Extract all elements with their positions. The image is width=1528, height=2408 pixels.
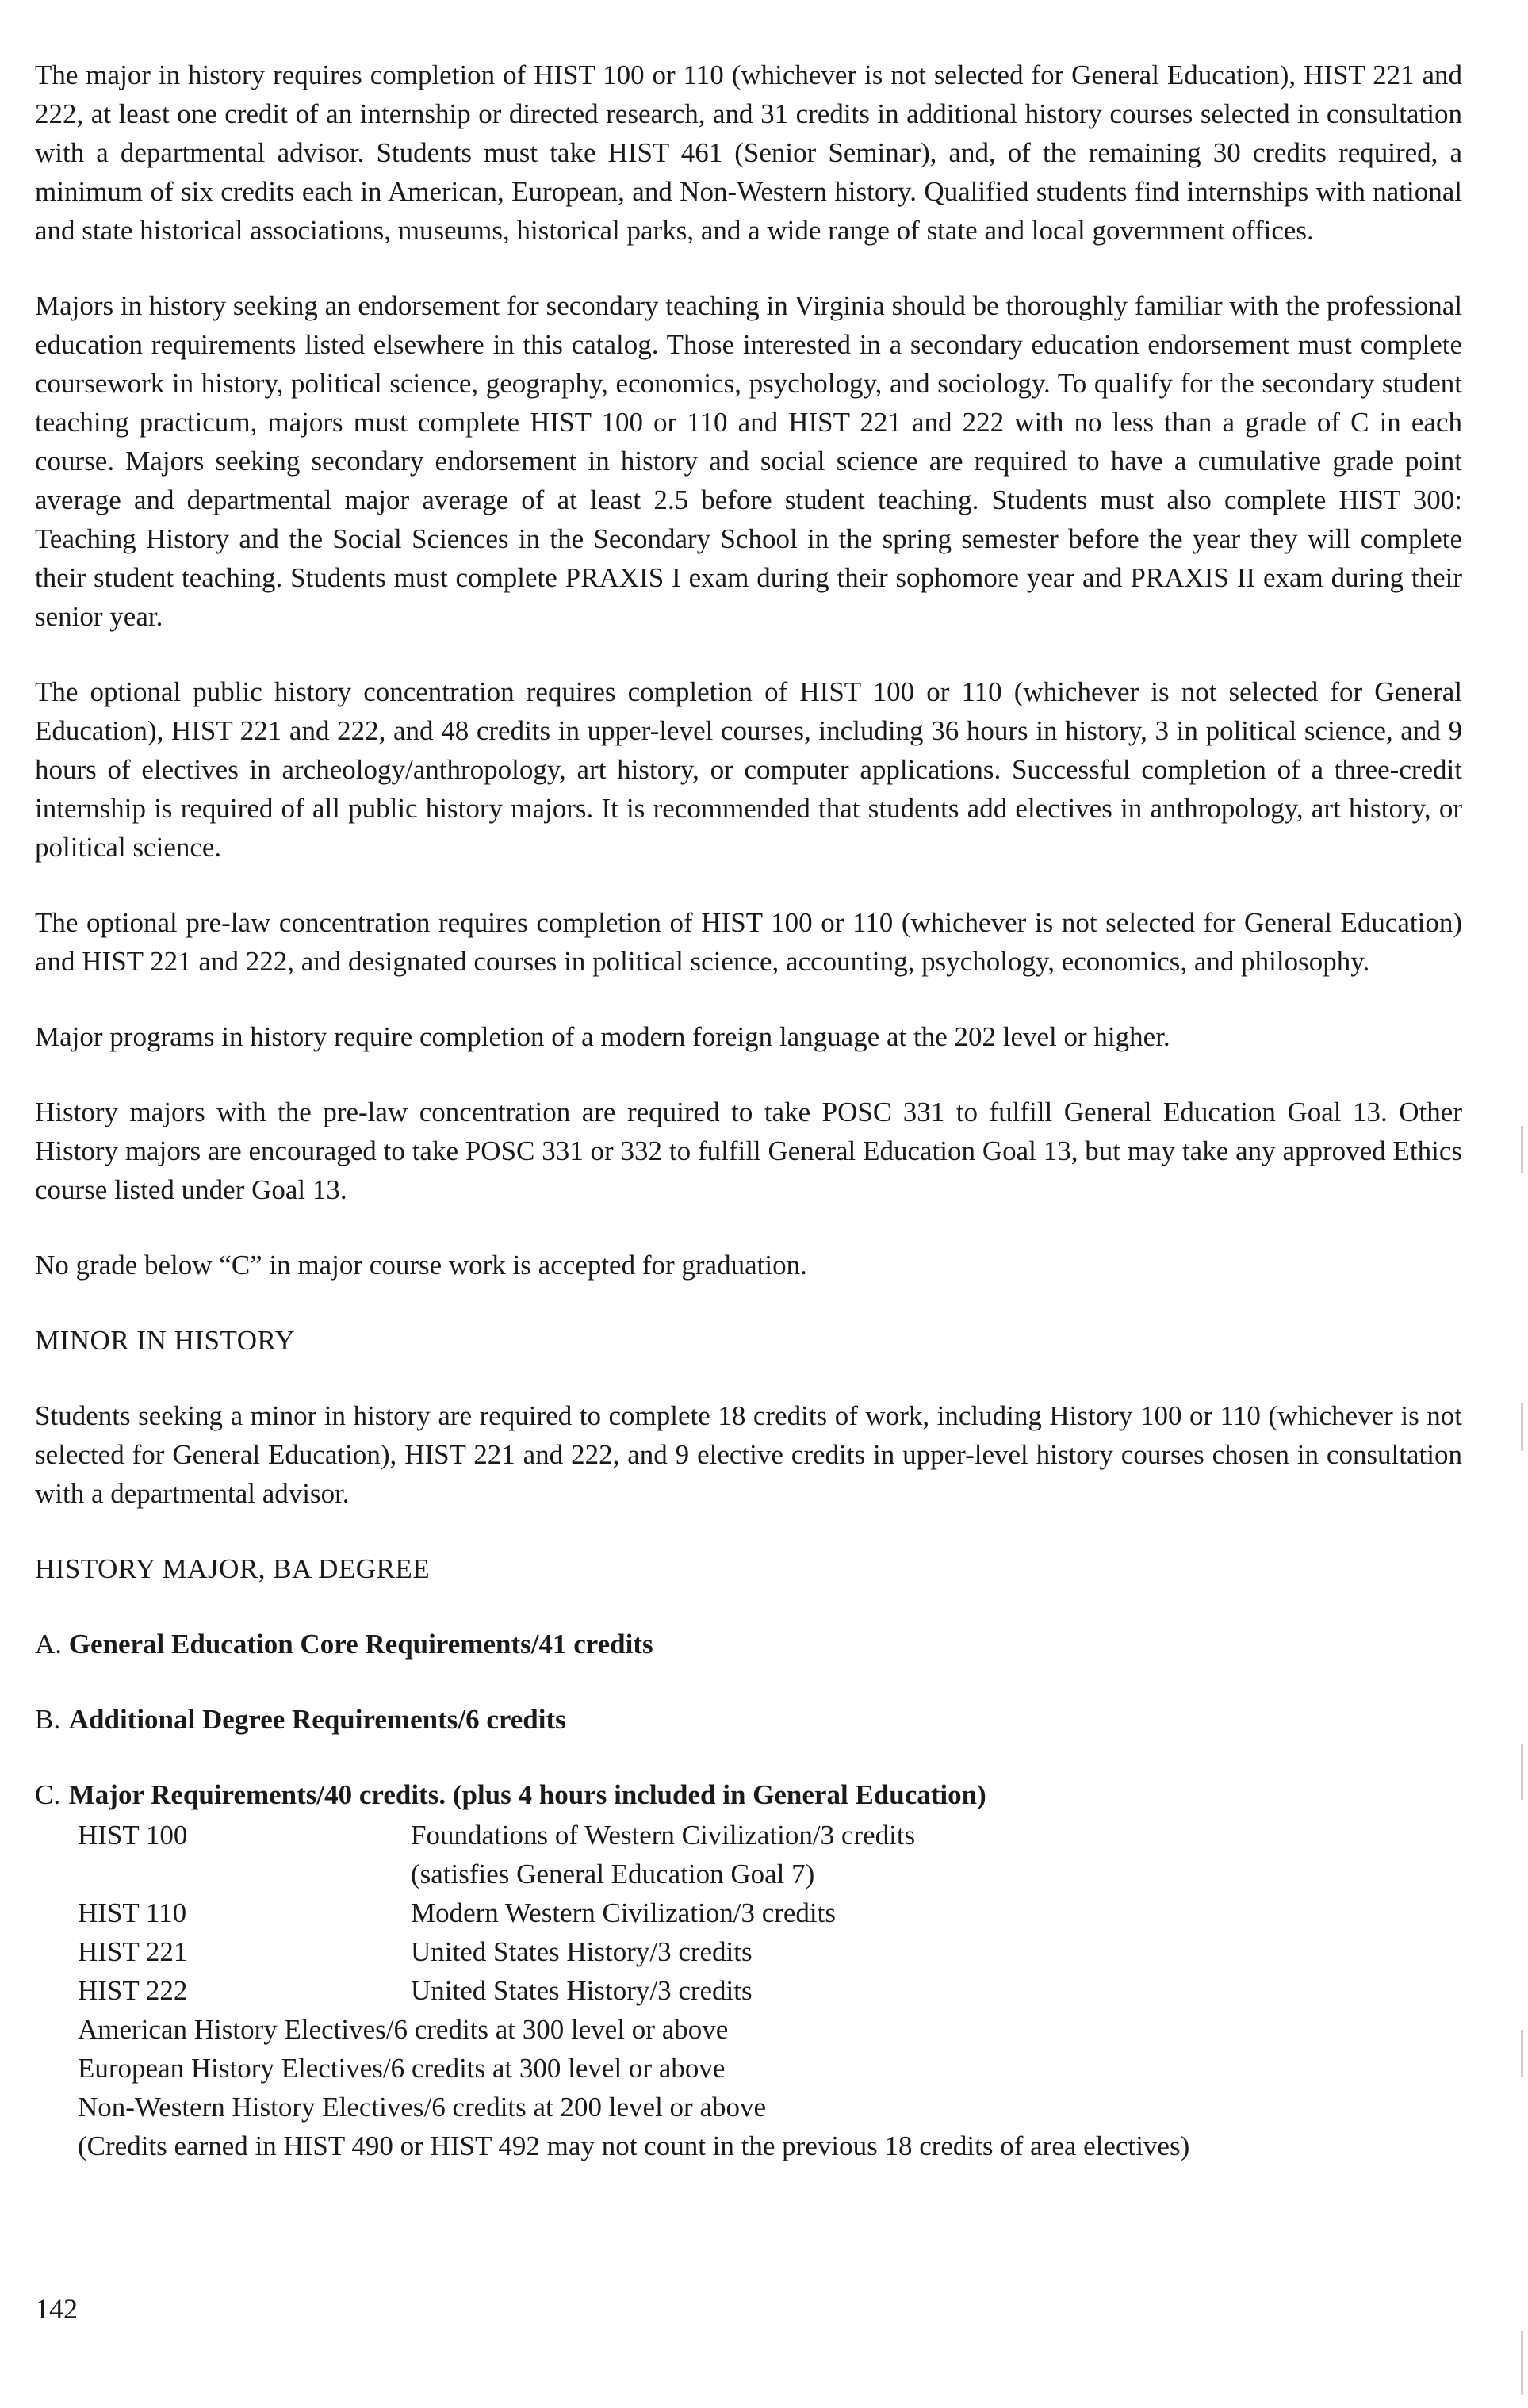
scan-margin-mark [1521, 1744, 1523, 1800]
section-letter: C. [35, 1779, 61, 1810]
course-code: HIST 100 [78, 1820, 188, 1851]
minor-heading: MINOR IN HISTORY [35, 1325, 296, 1356]
paragraph-grade-requirement: No grade below “C” in major course work is accepted for graduation. [35, 1250, 807, 1281]
elective-note: (Credits earned in HIST 490 or HIST 492 may not count in the previous 18 credits of area electives) [78, 2130, 1190, 2161]
paragraph-foreign-language: Major programs in history require completion of a modern foreign language at the 202 level or higher. [35, 1021, 1170, 1052]
section-c [35, 1775, 1462, 1814]
course-code: HIST 221 [78, 1936, 188, 1967]
course-note: (satisfies General Education Goal 7) [411, 1859, 815, 1889]
scan-margin-mark [1521, 2331, 1523, 2395]
paragraph-ethics-goal: History majors with the pre-law concentration are required to take POSC 331 to fulfill General Education Goal 13. Other History majors are encouraged to take POSC 331 or 332 to fulfill General Education Goal 13, but may take any approved Ethics course listed under Goal 13. [35, 1097, 1462, 1205]
minor-text: Students seeking a minor in history are required to complete 18 credits of work, including History 100 or 110 (whichever is not selected for General Education), HIST 221 and 222, and 9 elective credits in upper-level history courses chosen in consultation with a departmental advisor. [35, 1400, 1462, 1509]
paragraph-teaching-endorsement: Majors in history seeking an endorsement for secondary teaching in Virginia should be thoroughly familiar with the professional education requirements listed elsewhere in this catalog. Those interested in a secondary education endorsement must complete coursework in history, political science, geography, economics, psychology, and sociology. To qualify for the secondary student teaching practicum, majors must complete HIST 100 or 110 and HIST 221 and 222 with no less than a grade of C in each course. Majors seeking secondary endorsement in history and social science are required to have a cumulative grade point average and departmental major average of at least 2.5 before student teaching. Students must also complete HIST 300: Teaching History and the Social Sciences in the Secondary School in the spring semester before the year they will complete their student teaching. Students must complete PRAXIS I exam during their sophomore year and PRAXIS II exam during their senior year. [35, 290, 1462, 632]
course-row [78, 1816, 1462, 1855]
elective-line: Non-Western History Electives/6 credits at 200 level or above [78, 2092, 767, 2123]
paragraph-public-history: The optional public history concentration requires completion of HIST 100 or 110 (whichever is not selected for General Education), HIST 221 and 222, and 48 credits in upper-level courses, including 36 hours in history, 3 in political science, and 9 hours of electives in archeology/anthropology, art history, or computer applications. Successful completion of a three-credit internship is required of all public history majors. It is recommended that students add electives in anthropology, art history, or political science. [35, 676, 1462, 863]
section-b [35, 1700, 1462, 1739]
section-a [35, 1625, 1462, 1663]
paragraph-major-requirements: The major in history requires completion of HIST 100 or 110 (whichever is not selected for General Education), HIST 221 and 222, at least one credit of an internship or directed research, and 31 credits in additional history courses selected in consultation with a departmental advisor. Students must take HIST 461 (Senior Seminar), and, of the remaining 30 credits required, a minimum of six credits each in American, European, and Non-Western history. Qualified students find internships with national and state historical associations, museums, historical parks, and a wide range of state and local government offices. [35, 59, 1462, 246]
paragraph-pre-law: The optional pre-law concentration requires completion of HIST 100 or 110 (whichever is not selected for General Education) and HIST 221 and 222, and designated courses in political science, accounting, psychology, economics, and philosophy. [35, 907, 1462, 977]
section-title: General Education Core Requirements/41 credits [68, 1629, 653, 1660]
course-row [78, 1932, 1462, 1971]
page-number: 142 [35, 2293, 78, 2325]
section-letter: B. [35, 1704, 61, 1735]
course-list [35, 1816, 1462, 2165]
section-title: Additional Degree Requirements/6 credits [68, 1704, 566, 1735]
course-row [78, 1971, 1462, 2010]
major-ba-heading: HISTORY MAJOR, BA DEGREE [35, 1553, 431, 1584]
elective-line: American History Electives/6 credits at 300 level or above [78, 2014, 729, 2045]
course-row [78, 1855, 1462, 1893]
section-title: Major Requirements/40 credits. (plus 4 hours included in General Education) [68, 1779, 986, 1810]
page-content [35, 56, 1462, 2165]
scan-margin-mark [1521, 1126, 1523, 1173]
scan-margin-mark [1521, 2030, 1523, 2077]
course-code: HIST 222 [78, 1975, 188, 2006]
course-code: HIST 110 [78, 1897, 187, 1928]
course-name: Modern Western Civilization/3 credits [411, 1897, 837, 1928]
scan-margin-mark [1521, 1403, 1523, 1451]
section-letter: A. [35, 1629, 63, 1660]
course-code [78, 1855, 411, 1893]
course-name: Foundations of Western Civilization/3 credits [411, 1820, 916, 1851]
course-name: United States History/3 credits [411, 1936, 753, 1967]
course-name: United States History/3 credits [411, 1975, 753, 2006]
elective-line: European History Electives/6 credits at 300 level or above [78, 2053, 726, 2084]
course-row [78, 1893, 1462, 1932]
